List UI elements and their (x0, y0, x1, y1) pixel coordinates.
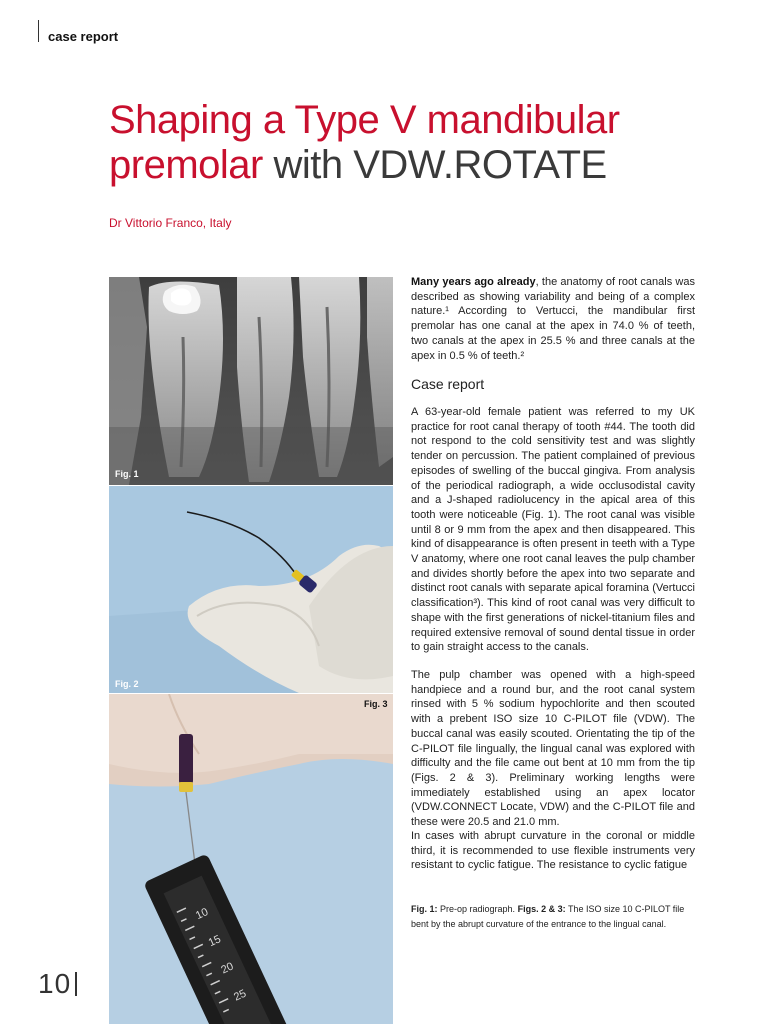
title-dark-part: with VDW.ROTATE (273, 143, 607, 187)
body-paragraph-1: A 63-year-old female patient was referred to my UK practice for root canal therapy of tooth #44. The tooth did not respond to the cold sensitivity test and was slightly tender on percussion. The patient complained of previous episodes of swelling of the buccal gingiva. From analysis of the periodical radiograph, a wide occlusodistal cavity and a J-shaped radiolucency in the apical area of this tooth were noticeable (Fig. 1). The root canal was visible until 8 or 9 mm from the apex and then disappeared. This kind of disappearance is often present in teeth with a Type V anatomy, where one root canal leaves the pulp chamber and divides shortly before the apex into two separate and distinct root canals with separate apical foramina (Vertucci classification³). This kind of root canal was very difficult to shape with the first generations of nickel-titanium files and required extensive removal of sound dental tissue in order to gain straight access to the canals. (411, 406, 695, 654)
caption-fig1-text: Pre-op radiograph. (440, 904, 516, 914)
radiograph-image (109, 277, 393, 485)
article-title (109, 98, 669, 188)
intro-lead: Many years ago already (411, 276, 536, 288)
author-byline: Dr Vittorio Franco, Italy (109, 216, 232, 230)
glove-file-image (109, 486, 393, 693)
figure-1-label: Fig. 1 (115, 469, 139, 479)
figure-1-radiograph (109, 277, 393, 485)
section-divider (38, 20, 39, 42)
ruler-mark-10: 10 (193, 906, 211, 923)
intro-text: , the anatomy of root canals was described as showing variability and being of a complex nature.¹ According to Vertucci, the mandibular first premolar has one canal at the apex in 74.0 % of teeth, two canals at the apex in 25.5 % and three canals at the apex in 0.5 % of teeth.² (411, 276, 695, 362)
caption-figs23-text: The ISO size 10 C-PILOT file bent by the abrupt curvature of the entrance to the lingual canal. (411, 904, 685, 929)
caption-fig1-label: Fig. 1: (411, 904, 438, 914)
figure-2-label: Fig. 2 (115, 679, 139, 689)
section-label: case report (48, 29, 119, 44)
figure-3-photo (109, 694, 393, 1024)
ruler-mark-20: 20 (219, 960, 236, 977)
figure-3-label: Fig. 3 (364, 699, 388, 709)
body-paragraph-3: In cases with abrupt curvature in the coronal or middle third, it is recommended to use flexible instruments very resistant to cyclic fatigue. The resistance to cyclic fatigue (411, 830, 695, 872)
ruler-mark-25: 25 (232, 987, 249, 1004)
caption-figs23-label: Figs. 2 & 3: (517, 904, 566, 914)
case-report-heading: Case report (411, 376, 485, 392)
page-number: 10 (38, 968, 72, 999)
page-number-divider (75, 972, 77, 996)
figure-2-photo (109, 486, 393, 693)
title-red-line-1: Shaping a Type V mandibular (109, 98, 620, 142)
intro-paragraph (411, 275, 695, 363)
file-ruler-image (109, 694, 393, 1024)
figure-caption (411, 902, 695, 932)
body-paragraph-2: The pulp chamber was opened with a high-speed handpiece and a round bur, and the root canal system rinsed with 5 % sodium hypochlorite and then scouted with a prebent ISO size 10 C-PILOT file (VDW). The buccal canal was easily scouted. Orientating the tip of the C-PILOT file lingually, the lingual canal was explored with difficulty and the file came out bent at 10 mm from the tip (Figs. 2 & 3). Preliminary working lengths were immediately established using an apex locator (VDW.CONNECT Locate, VDW) and the C-PILOT file and these were 20.5 and 21.0 mm. (411, 669, 695, 829)
ruler-mark-15: 15 (206, 933, 223, 950)
title-red-word: premolar (109, 143, 263, 187)
